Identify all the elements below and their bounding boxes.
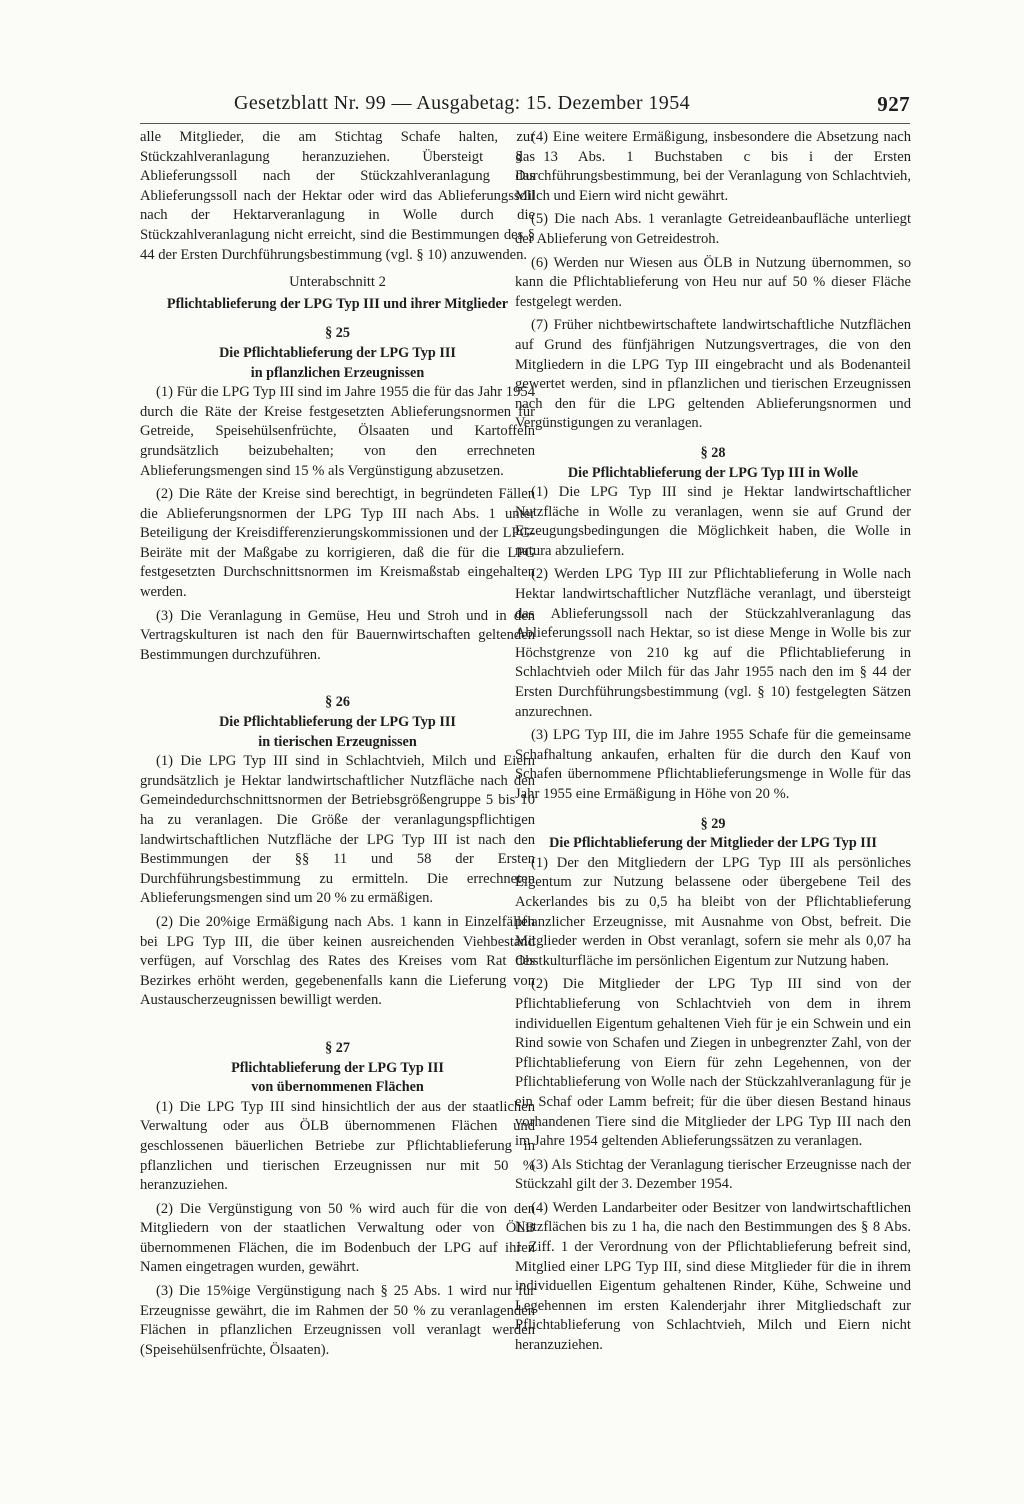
- section-27-para-4: (4) Eine weitere Ermäßigung, insbesondere die Absetzung nach § 13 Abs. 1 Buchstaben c bis i der Ersten Durchführungsbestimmung, bei der Veranlagung von Schlachtvieh, Milch und Eiern wird nicht gewährt.: [515, 129, 911, 204]
- spacer: [140, 1015, 535, 1029]
- section-27-title-line2: von übernommenen Flächen: [251, 1079, 424, 1096]
- section-28-para-1: (1) Die LPG Typ III sind je Hektar landwirtschaftlicher Nutzfläche in Wolle zu veranlagen, wenn sie auf Grund der Erzeugungsbedingungen die Möglichkeit haben, die Wolle in natura abzuliefern.: [515, 484, 911, 559]
- section-27-para-5: (5) Die nach Abs. 1 veranlagte Getreideanbaufläche unterliegt der Ablieferung von Getreidestroh.: [515, 211, 911, 247]
- right-column: [515, 128, 911, 1360]
- section-25-para-2: (2) Die Räte der Kreise sind berechtigt, in begründeten Fällen die Ablieferungsnormen der LPG Typ III nach Abs. 1 unter Beteiligung der Kreisdifferenzierungskommissionen und der LPG-Beiräte mit der Maßgabe zu korrigieren, daß die für die LPG festgesetzten Durchschnittsnormen im Kreismaßstab eingehalten werden.: [140, 486, 535, 601]
- header-rule: [140, 123, 910, 124]
- section-25-title-line1: Die Pflichtablieferung der LPG Typ III: [219, 344, 456, 361]
- gazette-title: Gesetzblatt Nr. 99 — Ausgabetag: 15. Dezember 1954: [234, 92, 690, 114]
- section-27-para-6: (6) Werden nur Wiesen aus ÖLB in Nutzung übernommen, so kann die Pflichtablieferung von Heu nur auf 50 % dieser Fläche festgelegt werden.: [515, 254, 911, 310]
- section-28-para-2: (2) Werden LPG Typ III zur Pflichtablieferung in Wolle nach Hektar landwirtschaftlicher Nutzfläche veranlagt, und übersteigt das Ablieferungssoll nach der Stückzahlveranlagung das Ablieferungssoll nach Hektar, so ist diese Menge in Wolle bis zur Höchstgrenze von 210 kg auf die Pflichtablieferung in Schlachtvieh oder Milch für das Jahr 1955 nach den im § 44 der Ersten Durchführungsbestimmung (vgl. § 10) festgelegten Sätzen anzurechnen.: [515, 566, 911, 720]
- section-27-number: § 27: [325, 1039, 350, 1056]
- section-29-title: Die Pflichtablieferung der Mitglieder der LPG Typ III: [549, 835, 877, 852]
- section-25-title-line2: in pflanzlichen Erzeugnissen: [250, 364, 425, 381]
- section-26-title-line1: Die Pflichtablieferung der LPG Typ III: [219, 714, 456, 731]
- section-29-para-3: (3) Als Stichtag der Veranlagung tierischer Erzeugnisse nach der Stückzahl gilt der 3. Dezember 1954.: [515, 1156, 911, 1193]
- unterabschnitt-title: Pflichtablieferung der LPG Typ III und ihrer Mitglieder: [166, 295, 509, 312]
- spacer: [140, 669, 535, 683]
- section-28-title: Die Pflichtablieferung der LPG Typ III in Wolle: [567, 464, 859, 481]
- section-26-para-1: (1) Die LPG Typ III sind in Schlachtvieh, Milch und Eiern grundsätzlich je Hektar landwirtschaftlicher Nutzfläche nach den Gemeindedurchschnittsnormen der Betriebsgrößengruppe 5 bis 10 ha zu veranlagen. Die Größe der veranlagungspflichtigen landwirtschaftlichen Nutzfläche der LPG Typ III ist nach den Bestimmungen der §§ 11 und 58 der Ersten Durchführungsbestimmung zu ermitteln. Die errechneten Ablieferungsmengen sind um 20 % zu ermäßigen.: [140, 753, 535, 907]
- section-28-number: § 28: [700, 444, 726, 461]
- page-number: 927: [877, 92, 910, 116]
- page-header: [140, 92, 910, 122]
- section-25-para-1: (1) Für die LPG Typ III sind im Jahre 1955 die für das Jahr 1954 durch die Räte der Kreise festgesetzten Ablieferungsnormen für Getreide, Speisehülsenfrüchte, Ölsaaten und Kartoffeln grundsätzlich beizubehalten; von den errechneten Ablieferungsmengen sind 15 % als Vergünstigung abzusetzen.: [140, 384, 535, 479]
- section-27-title-line1: Pflichtablieferung der LPG Typ III: [231, 1059, 444, 1076]
- section-29-para-1: (1) Der den Mitgliedern der LPG Typ III als persönliches Eigentum zur Nutzung belassene oder übergebene Teil des Ackerlandes bis zu 0,5 ha bleibt von der Pflichtablieferung pflanzlicher Erzeugnisse, mit Ausnahme von Obst, befreit. Die Mitglieder werden in Obst veranlagt, sofern sie mehr als 0,07 ha Obstkulturfläche im persönlichen Eigentum zur Nutzung haben.: [515, 854, 911, 969]
- section-25-number: § 25: [325, 325, 350, 342]
- section-27-para-2: (2) Die Vergünstigung von 50 % wird auch für die von den Mitgliedern von der staatlichen Verwaltung oder von ÖLB übernommenen Flächen, die im Bodenbuch der LPG auf ihren Namen eingetragen wurden, gewährt.: [140, 1200, 535, 1276]
- section-29-para-2: (2) Die Mitglieder der LPG Typ III sind von der Pflichtablieferung von Schlachtvieh von dem in ihrem individuellen Eigentum gehaltenen Vieh für je ein Schwein und ein Rind sowie von Schafen und Ziegen in unbegrenzter Zahl, von der Pflichtablieferung von Eiern für zehn Legehennen, von der Pflichtablieferung von Wolle nach der Stückzahlveranlagung für je ein Schaf oder Lamm befreit; für die über diesen Bestand hinaus vorhandenen Tiere sind die Mitglieder der LPG Typ III nach den im Jahre 1954 geltenden Ablieferungssätzen zu veranlagen.: [515, 976, 911, 1150]
- section-26-title-line2: in tierischen Erzeugnissen: [258, 733, 417, 750]
- section-29-para-4: (4) Werden Landarbeiter oder Besitzer von landwirtschaftlichen Nutzflächen bis zu 1 ha, die nach den Bestimmungen des § 8 Abs. 1 Ziff. 1 der Verordnung von der Pflichtablieferung befreit sind, Mitglied einer LPG Typ III, sind diese Mitglieder für die in ihrem individuellen Eigentum gehaltenen Rinder, Kühe, Schweine und Legehennen im ersten Kalenderjahr ihrer Mitgliedschaft zur Pflichtablieferung von Schlachtvieh, Milch und Eiern nicht heranzuziehen.: [515, 1199, 911, 1354]
- section-27-para-1: (1) Die LPG Typ III sind hinsichtlich der aus der staatlichen Verwaltung oder aus ÖLB übernommenen Flächen und geschlossenen bäuerlichen Betriebe zur Pflichtablieferung in pflanzlichen und tierischen Erzeugnissen nur mit 50 % heranzuziehen.: [140, 1098, 535, 1194]
- section-25-para-3: (3) Die Veranlagung in Gemüse, Heu und Stroh und in den Vertragskulturen ist nach den für Bauernwirtschaften geltenden Bestimmungen durchzuführen.: [140, 607, 535, 663]
- unterabschnitt-label: Unterabschnitt 2: [289, 274, 386, 291]
- section-26-para-2: (2) Die 20%ige Ermäßigung nach Abs. 1 kann in Einzelfällen bei LPG Typ III, die über keinen ausreichenden Viehbestand verfügen, auf Vorschlag des Rates des Kreises vom Rat des Bezirkes erhöht werden, gegebenenfalls kann die Lieferung von Austauscherzeugnissen bewilligt werden.: [140, 913, 535, 1009]
- section-26-number: § 26: [325, 694, 350, 711]
- section-28-para-3: (3) LPG Typ III, die im Jahre 1955 Schafe für die gemeinsame Schafhaltung ankaufen, erhalten für die durch den Kauf von Schafen übernommene Pflichtablieferungsmenge in Wolle für das Jahr 1955 eine Ermäßigung in Höhe von 20 %.: [515, 727, 911, 802]
- section-27-para-3: (3) Die 15%ige Vergünstigung nach § 25 Abs. 1 wird nur für Erzeugnisse gewährt, die im Rahmen der 50 % zu veranlagenden Flächen in pflanzlichen Erzeugnissen voll veranlagt werden (Speisehülsenfrüchte, Ölsaaten).: [140, 1283, 535, 1358]
- section-27-para-7: (7) Früher nichtbewirtschaftete landwirtschaftliche Nutzflächen auf Grund des fünfjährigen Nutzungsvertrages, die von den Mitgliedern in die LPG Typ III eingebracht und als Bodenanteil gewertet werden, sind in pflanzlichen und tierischen Erzeugnissen nach den für die LPG geltenden Ablieferungsnormen und Vergünstigungen zu veranlagen.: [515, 317, 911, 432]
- intro-paragraph: alle Mitglieder, die am Stichtag Schafe halten, zur Stückzahlveranlagung heranzuziehen. Übersteigt das Ablieferungssoll nach der Stückzahlveranlagung das Ablieferungssoll nach der Hektar oder wird das Ablieferungssoll nach der Hektarveranlagung in Wolle durch die Stückzahlveranlagung nicht erreicht, sind die Bestimmungen des § 44 der Ersten Durchführungsbestimmung (vgl. § 10) anzuwenden.: [140, 129, 535, 263]
- section-29-number: § 29: [700, 815, 726, 832]
- left-column: [140, 128, 535, 1364]
